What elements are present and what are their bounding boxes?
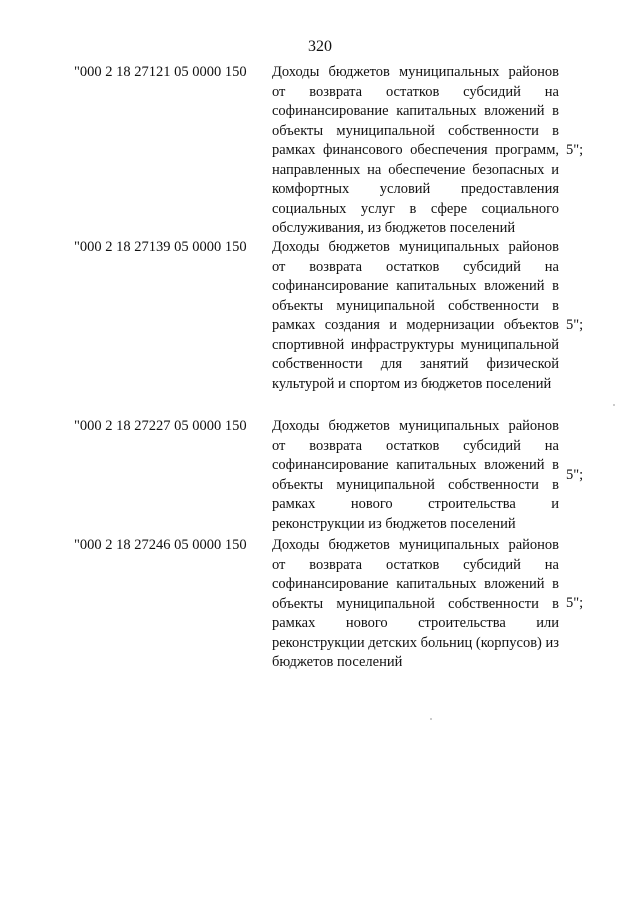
budget-code: "000 2 18 27227 05 0000 150 [74, 418, 247, 434]
budget-description: Доходы бюджетов муниципальных районов от возврата остатков субсидий на софинансирование капитальных вложений в объекты муниципальной собственности в рамках нового строительства или реконструкции детских больниц (корпусов) из бюджетов поселений [272, 537, 559, 670]
budget-value: 5"; [566, 595, 584, 611]
budget-value: 5"; [566, 467, 584, 483]
budget-code: "000 2 18 27246 05 0000 150 [74, 537, 247, 553]
budget-description: Доходы бюджетов муниципальных районов от возврата остатков субсидий на софинансирование капитальных вложений в объекты муниципальной собственности в рамках финансового обеспечения программ, направленных на обеспечение безопасных и комфортных условий предоставления социальных услуг в сфере социального обслуживания, из бюджетов поселений [272, 64, 559, 236]
budget-description: Доходы бюджетов муниципальных районов от возврата остатков субсидий на софинансирование капитальных вложений в объекты муниципальной собственности в рамках создания и модернизации объектов спортивной инфраструктуры муниципальной собственности для занятий физической культурой и спортом из бюджетов поселений [272, 239, 559, 392]
budget-code: "000 2 18 27121 05 0000 150 [74, 64, 247, 80]
budget-value: 5"; [566, 317, 584, 333]
scan-speck [613, 404, 615, 406]
budget-value: 5"; [566, 142, 584, 158]
page-number: 320 [308, 38, 332, 55]
budget-code: "000 2 18 27139 05 0000 150 [74, 239, 247, 255]
budget-description: Доходы бюджетов муниципальных районов от возврата остатков субсидий на софинансирование капитальных вложений в объекты муниципальной собственности в рамках нового строительства и реконструкции из бюджетов поселений [272, 418, 559, 532]
scan-speck [430, 718, 432, 720]
